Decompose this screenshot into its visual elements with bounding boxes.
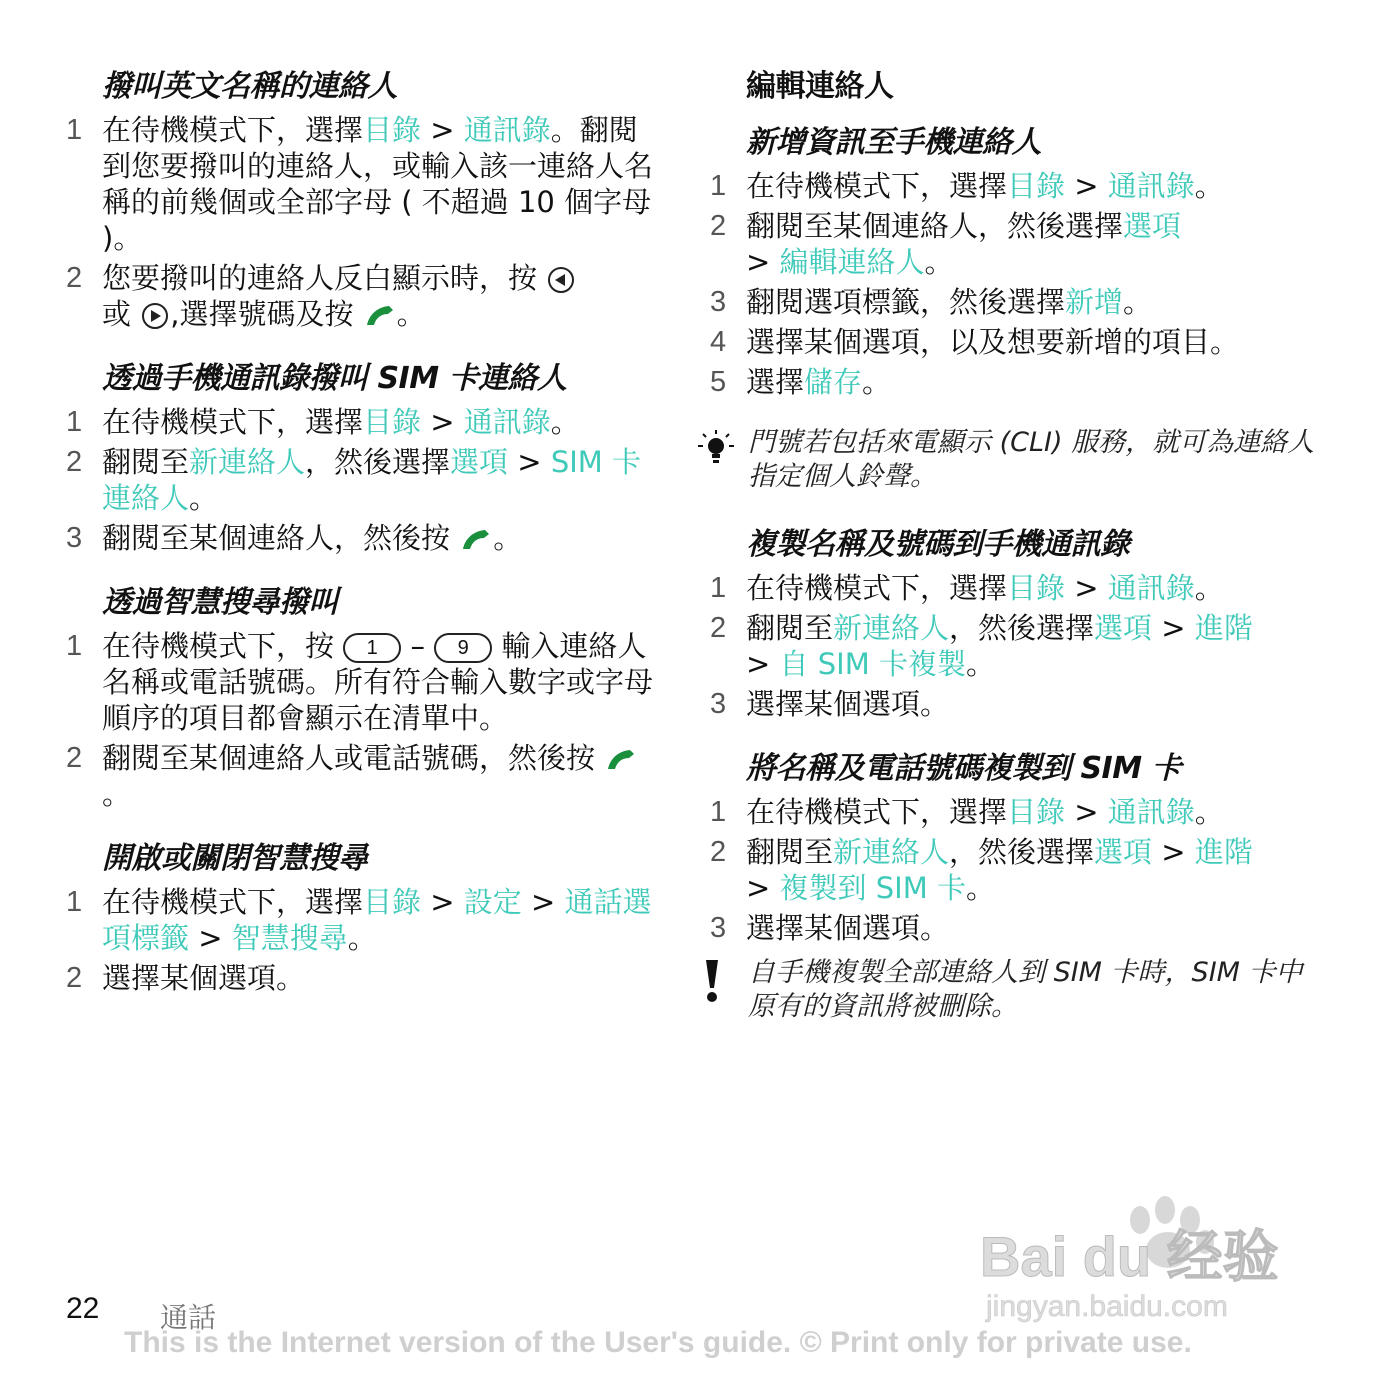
section-title: 透過手機通訊錄撥叫 SIM 卡連絡人 [102, 361, 567, 396]
tip-text: 門號若包括來電顯示 (CLI) 服務，就可為連絡人指定個人鈴聲。 [748, 427, 1315, 492]
page-heading: 編輯連絡人 [746, 69, 894, 104]
section-title: 新增資訊至手機連絡人 [746, 125, 1041, 160]
section-smart-search-dial [66, 582, 666, 812]
contacts-link: 通訊錄 [463, 113, 551, 147]
key-9-icon: 9 [434, 633, 492, 663]
nav-right-icon [140, 301, 170, 331]
step-2: 2 翻閱至新連絡人，然後選擇選項 > 進階 > 自 SIM 卡複製。 [710, 611, 1253, 681]
svg-text:jingyan.baidu.com: jingyan.baidu.com [986, 1290, 1228, 1323]
section-toggle-smart-search [66, 838, 666, 996]
step-2: 2 選擇某個選項。 [66, 961, 306, 995]
section-title: 透過智慧搜尋撥叫 [102, 585, 338, 620]
section-copy-to-phone [710, 524, 1316, 722]
section-dial-sim-contact [66, 358, 666, 556]
section-title: 複製名稱及號碼到手機通訊錄 [746, 527, 1130, 562]
left-column [66, 66, 666, 1022]
step-1: 1 在待機模式下，選擇目錄 > 通訊錄。 [710, 795, 1224, 829]
warning-text: 自手機複製全部連絡人到 SIM 卡時，SIM 卡中原有的資訊將被刪除。 [748, 957, 1303, 1022]
section-dial-english-contact [66, 66, 666, 332]
section-title: 將名稱及電話號碼複製到 SIM 卡 [746, 751, 1182, 786]
warning-note [692, 956, 1316, 1024]
step-1: 1 在待機模式下，選擇目錄 > 通訊錄。 [710, 169, 1224, 203]
section-add-info [710, 122, 1316, 400]
step-2: 2 翻閱至新連絡人，然後選擇選項 > 進階 > 複製到 SIM 卡。 [710, 835, 1253, 905]
tip-note [692, 426, 1316, 494]
step-1: 1 在待機模式下，選擇目錄 > 通訊錄。翻閱到您要撥叫的連絡人，或輸入該一連絡人名稱的前幾個或全部字母 ( 不超過 10 個字母 )。 [66, 113, 654, 255]
baidu-watermark [980, 1180, 1310, 1330]
step-3: 3 選擇某個選項。 [710, 687, 950, 721]
step-2: 2 翻閱至某個連絡人，然後選擇選項 > 編輯連絡人。 [710, 209, 1182, 279]
key-1-icon: 1 [343, 633, 401, 663]
step-3: 3 翻閱選項標籤，然後選擇新增。 [710, 285, 1153, 319]
exclamation-icon [692, 956, 732, 1004]
step-4: 4 選擇某個選項，以及想要新增的項目。 [710, 325, 1240, 359]
svg-text:Bai du 经验: Bai du 经验 [980, 1225, 1279, 1288]
section-copy-to-sim [710, 748, 1316, 946]
section-title: 撥叫英文名稱的連絡人 [102, 69, 397, 104]
step-5: 5 選擇儲存。 [710, 365, 892, 399]
call-icon [363, 301, 397, 331]
lightbulb-icon [692, 426, 740, 474]
section-title: 開啟或關閉智慧搜尋 [102, 841, 368, 876]
nav-left-icon [546, 265, 576, 295]
step-1: 1 在待機模式下，按 1 – 9 輸入連絡人名稱或電話號碼。所有符合輸入數字或字母順序的項目都會顯示在清單中。 [66, 629, 654, 735]
step-2: 2 翻閱至某個連絡人或電話號碼，然後按 。 [66, 740, 666, 812]
page-number: 22 [66, 1292, 100, 1325]
step-1: 1 在待機模式下，選擇目錄 > 通訊錄。 [710, 571, 1224, 605]
menu-link: 目錄 [363, 113, 422, 147]
step-1: 1 在待機模式下，選擇目錄 > 設定 > 通話選項標籤 > 智慧搜尋。 [66, 885, 652, 955]
step-1: 1 在待機模式下，選擇目錄 > 通訊錄。 [66, 405, 580, 439]
call-icon [604, 745, 638, 775]
step-3: 3 翻閱至某個連絡人，然後按 。 [66, 521, 523, 555]
step-2: 2 翻閱至新連絡人，然後選擇選項 > SIM 卡連絡人。 [66, 445, 642, 515]
call-icon [459, 525, 493, 555]
footer-section: 通話 [160, 1301, 217, 1334]
disclaimer: This is the Internet version of the User's guide. © Print only for private use. [124, 1326, 1192, 1359]
baidu-paw-logo-icon [980, 1180, 1310, 1330]
step-3: 3 選擇某個選項。 [710, 911, 950, 945]
step-2: 2 您要撥叫的連絡人反白顯示時，按 或 ,選擇號碼及按 。 [66, 260, 666, 332]
right-column [706, 66, 1316, 1054]
